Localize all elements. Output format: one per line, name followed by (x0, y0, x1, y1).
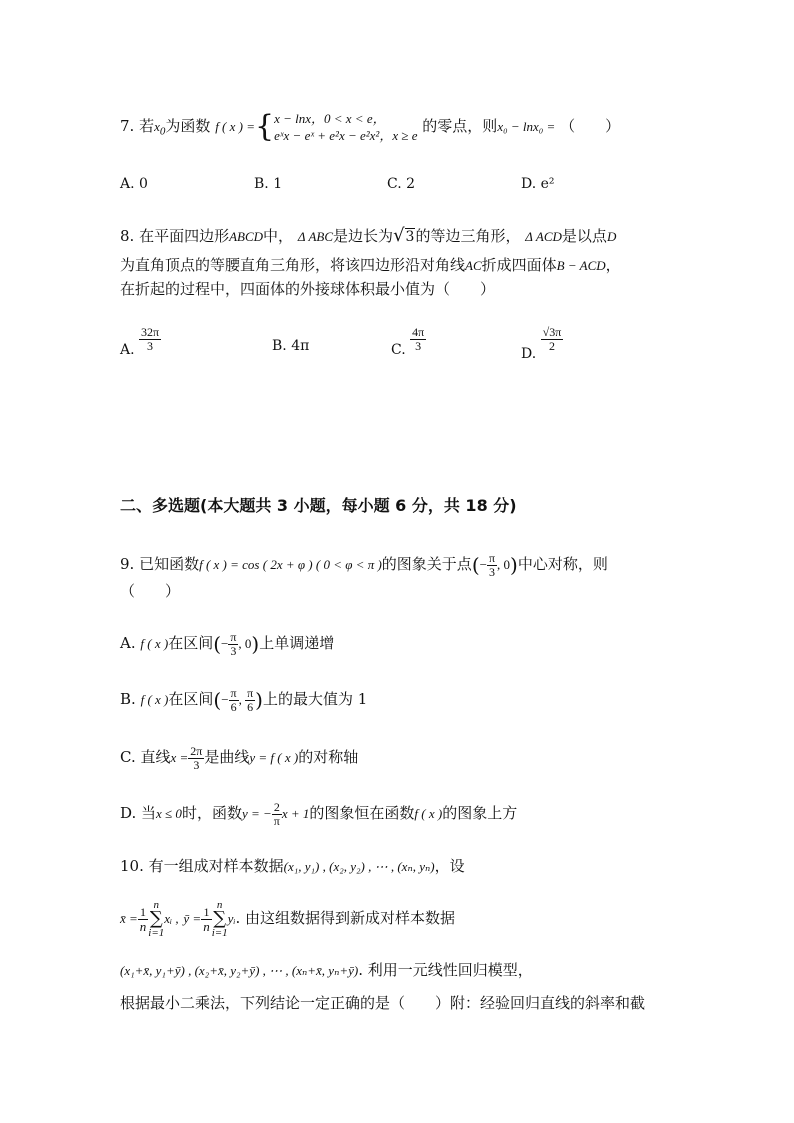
q8-triangle-abc: Δ ABC (297, 229, 334, 244)
q7-expr: x₀ − lnx₀ = (497, 119, 556, 134)
q10-new-pairs: (x₁+x̄, y₁+ȳ) , (x₂+x̄, y₂+ȳ) , ⋯ , (xₙ+x̄, yₙ+ȳ) (120, 963, 359, 978)
q9-option-b: B. f ( x )在区间(− $\frac{\pi}{6}$ , $\frac{\pi}{6}$ )上的最大值为 1 (120, 685, 368, 714)
q8-text-1a: 8. 在平面四边形 (120, 227, 230, 245)
q8-text-2c: ， (605, 256, 621, 274)
q7-number: 7. (120, 117, 135, 135)
q7-text-ruo: 若 (139, 117, 155, 135)
q10-line-1 (120, 856, 465, 877)
q7-blank: （ ） (560, 117, 621, 135)
q10-line-2: x̄ = $\frac{1}{n}$ n ∑ i=1 xᵢ , ȳ = $\frac{1}{n}$ n ∑ i=1 yᵢ. 由这组数据得到新成对样本数据 (120, 899, 456, 939)
q9-line-2 (120, 581, 180, 601)
q8-text-1d: 的等边三角形， (415, 227, 521, 245)
q9-text-1a: 9. 已知函数 (120, 555, 200, 573)
q7-case2: eˣx − eˣ + e²x − e²x²，x ≥ e (274, 128, 418, 143)
q8-point-d: D (606, 229, 617, 244)
q9-point-frac: $\frac{\pi}{3}$ (488, 550, 496, 579)
q8-abcd: ABCD (229, 229, 264, 244)
q7-option-b: B. 1 (254, 176, 283, 192)
q8-text-3: 在折起的过程中，四面体的外接球体积最小值为（ ） (120, 280, 496, 298)
q10-line-4 (120, 993, 645, 1013)
q7-brace: { (255, 109, 275, 144)
q8-line-3 (120, 279, 495, 299)
q8-text-2b: 折成四面体 (481, 256, 557, 274)
q8-triangle-acd: Δ ACD (525, 229, 562, 244)
q10-text-1b: ，设 (434, 857, 465, 875)
q9-text-1c: 中心对称，则 (517, 555, 608, 573)
q8-line-1 (120, 226, 616, 247)
q7-text-zero: 的零点，则 (422, 117, 498, 135)
q8-b-acd: B − ACD (556, 258, 606, 273)
q7-line (120, 104, 620, 148)
q8-option-b: B. 4π (272, 338, 310, 354)
q7-option-d: D. e² (521, 176, 555, 192)
q7-option-a: A. 0 (120, 176, 148, 192)
q9-option-a: A. f ( x )在区间(− $\frac{\pi}{3}$ , 0)上单调递增 (120, 629, 335, 658)
section-heading-multiple-choice: 二、多选题(本大题共 3 小题，每小题 6 分，共 18 分) (120, 496, 517, 515)
q7-case1: x − lnx，0 < x < e， (274, 111, 386, 126)
q7-f-lhs: f ( x ) = (215, 119, 255, 134)
q9-function: f ( x ) = cos ( 2x + φ ) ( 0 < φ < π ) (199, 557, 382, 572)
q8-text-1e: 是以点 (561, 227, 607, 245)
q8-option-c: C. $\frac{4\pi}{3}$ (391, 325, 425, 358)
q9-option-d: D. 当x ≤ 0时，函数y = − $\frac{2}{\pi}$ x + 1的图象恒在函数f ( x )的图象上方 (120, 799, 518, 828)
q7-x0: $x_0$ (154, 119, 166, 138)
q8-text-2a: 为直角顶点的等腰直角三角形，将该四边形沿对角线 (120, 256, 466, 274)
q9-text-1b: 的图象关于点 (381, 555, 472, 573)
q8-ac: AC (465, 258, 482, 273)
q8-text-1b: 中， (263, 227, 294, 245)
q10-pairs: (x₁, y₁) , (x₂, y₂) , ⋯ , (xₙ, yₙ) (283, 859, 435, 874)
q9-blank: （ ） (120, 582, 181, 600)
q8-option-a: A. $\frac{32\pi}{3}$ (120, 325, 160, 358)
q8-sqrt3: √3 (393, 225, 415, 246)
q10-line-3 (120, 960, 533, 981)
q8-text-1c: 是边长为 (333, 227, 394, 245)
q10-text-3b: . 利用一元线性回归模型， (358, 961, 533, 979)
q9-line-1: 9. 已知函数f ( x ) = cos ( 2x + φ ) ( 0 < φ < π )的图象关于点(− $\frac{\pi}{3}$ , 0)中心对称，则 (120, 550, 608, 579)
q10-text-4: 根据最小二乘法，下列结论一定正确的是（ ）附：经验回归直线的斜率和截 (120, 994, 646, 1012)
q8-option-d: D. $\frac{√3\pi}{2}$ (521, 325, 562, 362)
q8-line-2 (120, 255, 621, 276)
q7-piecewise (274, 110, 417, 144)
q9-option-c: C. 直线x = $\frac{2\pi}{3}$ 是曲线y = f ( x )的对称轴 (120, 743, 359, 772)
q10-text-1a: 10. 有一组成对样本数据 (120, 857, 284, 875)
q7-text-function: 为函数 (165, 117, 211, 135)
q10-text-2b: . 由这组数据得到新成对样本数据 (235, 909, 456, 927)
q7-option-c: C. 2 (387, 176, 416, 192)
